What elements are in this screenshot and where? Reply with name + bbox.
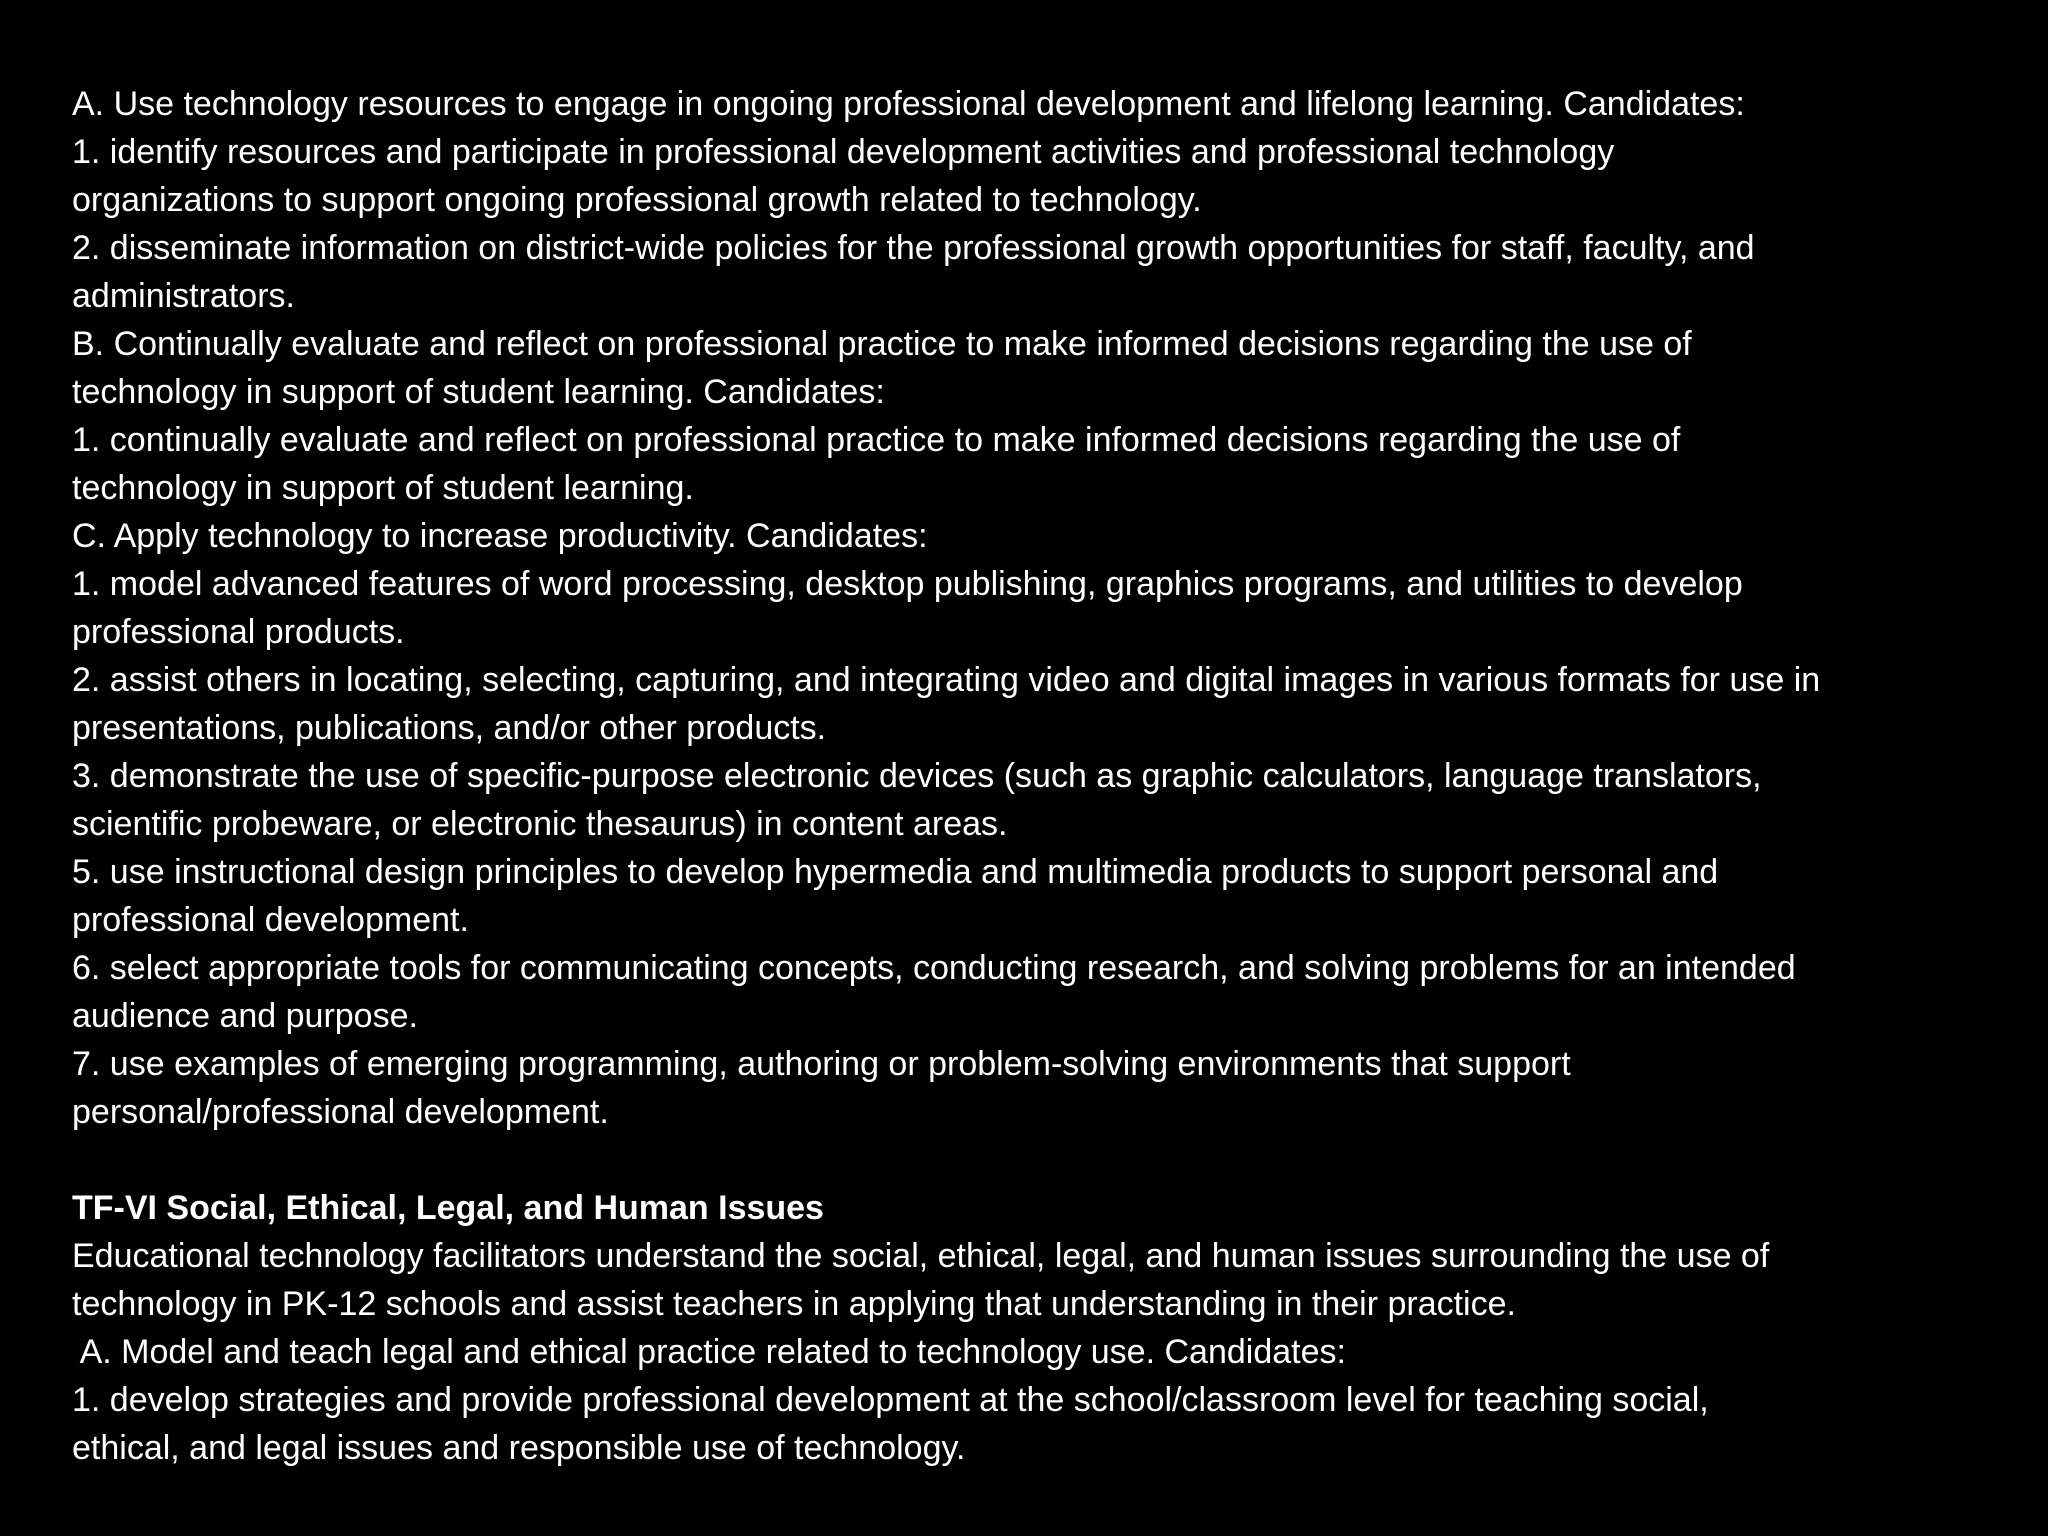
text-line: professional products.: [72, 613, 405, 651]
text-line: 5. use instructional design principles to develop hypermedia and multimedia products to support personal and: [72, 853, 1719, 891]
text-line: 2. disseminate information on district-wide policies for the professional growth opportunities for staff, faculty, and: [72, 229, 1755, 267]
text-line: presentations, publications, and/or other products.: [72, 709, 827, 747]
text-line: 1. model advanced features of word processing, desktop publishing, graphics programs, and utilities to develop: [72, 565, 1743, 603]
slide-text: [72, 80, 1992, 1472]
text-line: technology in support of student learning.: [72, 469, 694, 507]
text-line: scientific probeware, or electronic thesaurus) in content areas.: [72, 805, 1008, 843]
text-line: A. Use technology resources to engage in ongoing professional development and lifelong learning. Candidates:: [72, 85, 1745, 123]
text-line: 1. continually evaluate and reflect on professional practice to make informed decisions regarding the use of: [72, 421, 1681, 459]
text-line: 1. identify resources and participate in professional development activities and professional technology: [72, 133, 1615, 171]
blank-line: [72, 1136, 1992, 1184]
text-line: audience and purpose.: [72, 997, 418, 1035]
text-line: professional development.: [72, 901, 469, 939]
text-line: 1. develop strategies and provide professional development at the school/classroom level for teaching social,: [72, 1381, 1709, 1419]
text-line: organizations to support ongoing professional growth related to technology.: [72, 181, 1202, 219]
section-heading: TF-VI Social, Ethical, Legal, and Human Issues: [72, 1189, 824, 1227]
text-line: 2. assist others in locating, selecting, capturing, and integrating video and digital images in various formats for use in: [72, 661, 1821, 699]
text-line: 7. use examples of emerging programming, authoring or problem-solving environments that support: [72, 1045, 1571, 1083]
text-line: 6. select appropriate tools for communicating concepts, conducting research, and solving problems for an intended: [72, 949, 1796, 987]
text-line: C. Apply technology to increase productivity. Candidates:: [72, 517, 928, 555]
text-line: ethical, and legal issues and responsible use of technology.: [72, 1429, 966, 1467]
text-line: B. Continually evaluate and reflect on professional practice to make informed decisions regarding the use of: [72, 325, 1692, 363]
text-line: administrators.: [72, 277, 295, 315]
text-line: personal/professional development.: [72, 1093, 609, 1131]
text-line: A. Model and teach legal and ethical practice related to technology use. Candidates:: [72, 1333, 1346, 1371]
text-line: technology in PK-12 schools and assist teachers in applying that understanding in their practice.: [72, 1285, 1516, 1323]
text-line: 3. demonstrate the use of specific-purpose electronic devices (such as graphic calculators, language translators,: [72, 757, 1762, 795]
text-line: technology in support of student learning. Candidates:: [72, 373, 885, 411]
text-line: Educational technology facilitators understand the social, ethical, legal, and human issues surrounding the use of: [72, 1237, 1770, 1275]
